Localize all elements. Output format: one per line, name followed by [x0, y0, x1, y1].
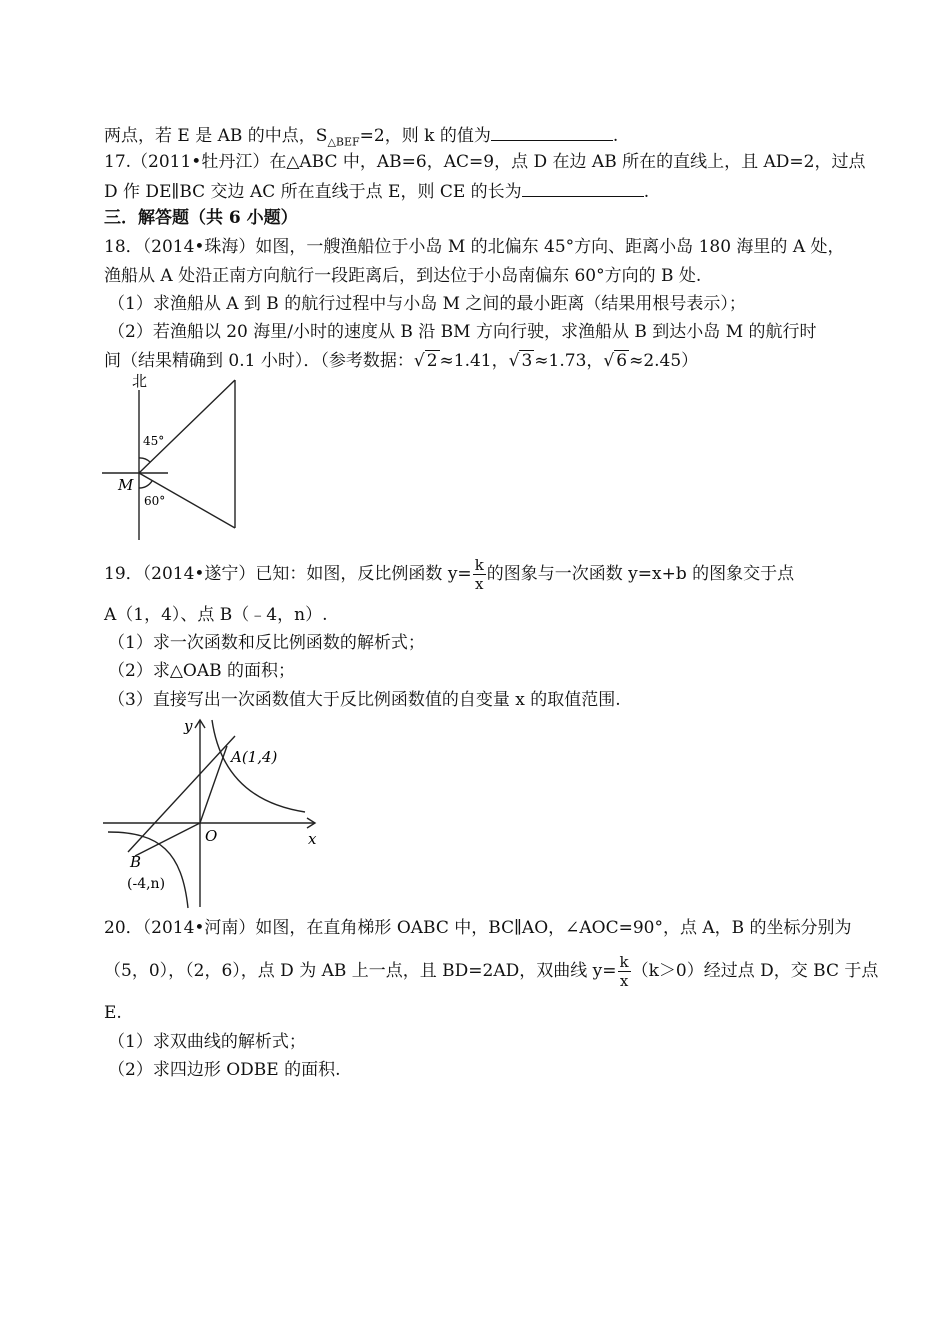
north-label: 北 [132, 372, 148, 390]
q18-part1: （1）求渔船从 A 到 B 的航行过程中与小岛 M 之间的最小距离（结果用根号表示）； [108, 294, 746, 314]
q17-end: . [643, 182, 650, 202]
q16-answer-blank [491, 124, 613, 141]
q19-line1-a: 19．（2014•遂宁）已知：如图，反比例函数 y= [104, 564, 472, 584]
ma-line [139, 380, 235, 473]
q16-text-a: 两点，若 E 是 AB 的中点，S [104, 126, 328, 146]
x-axis-label: x [308, 830, 317, 848]
sqrt3-value: ≈1.73， [534, 351, 604, 371]
q19-fraction: $\frac{k}{x}$ [474, 556, 484, 593]
q18-line2: 渔船从 A 处沿正南方向航行一段距离后，到达位于小岛南偏东 60°方向的 B 处. [104, 266, 702, 286]
q19-line2: A（1，4）、点 B（﹣4，n）. [104, 605, 328, 625]
q20-line2-b: （k＞0）经过点 D，交 BC 于点 [631, 961, 879, 981]
q19-part1: （1）求一次函数和反比例函数的解析式； [108, 633, 425, 653]
q19-line1 [104, 556, 794, 593]
hyperbola-branch-2 [108, 832, 188, 908]
q20-fraction: $\frac{k}{x}$ [619, 953, 629, 990]
q19-line1-b: 的图象与一次函数 y=x+b 的图象交于点 [486, 564, 795, 584]
q20-part2: （2）求四边形 ODBE 的面积. [108, 1060, 341, 1080]
angle-arc-45 [139, 458, 150, 462]
angle-arc-60 [139, 481, 152, 488]
q20-line2 [104, 953, 878, 990]
q16-text-b: =2，则 k 的值为 [359, 126, 491, 146]
linear-function-line [128, 736, 235, 852]
origin-label: O [205, 827, 218, 845]
sqrt6: √ 6 [603, 351, 628, 371]
q18-part3 [104, 350, 698, 371]
point-a-label: A(1,4) [231, 748, 278, 766]
q17-line2: D 作 DE∥BC 交边 AC 所在直线于点 E，则 CE 的长为 [104, 182, 522, 202]
q19-part3: （3）直接写出一次函数值大于反比例函数值的自变量 x 的取值范围. [108, 690, 621, 710]
sqrt3: √ 3 [508, 351, 533, 371]
q16-tail-line [104, 124, 618, 152]
q18-figure [100, 372, 245, 542]
section-title: 三．解答题（共 6 小题） [104, 208, 298, 228]
y-axis-label: y [184, 717, 193, 735]
q20-line2-a: （5，0），（2，6），点 D 为 AB 上一点，且 BD=2AD，双曲线 y= [104, 961, 617, 981]
point-m-label: M [118, 476, 134, 494]
angle-45-label: 45° [143, 434, 165, 448]
q16-sub: △BEF [327, 135, 360, 149]
q18-part2: （2）若渔船以 20 海里/小时的速度从 B 沿 BM 方向行驶，求渔船从 B 到达小岛 M 的航行时 [108, 322, 817, 342]
hyperbola-branch-1 [212, 720, 305, 812]
sqrt6-value: ≈2.45） [629, 351, 699, 371]
q18-line1: 18．（2014•珠海）如图，一艘渔船位于小岛 M 的北偏东 45°方向、距离小岛 180 海里的 A 处， [104, 237, 845, 257]
q19-figure [100, 712, 325, 912]
q17-line1: 17.（2011•牡丹江）在△ABC 中，AB=6，AC=9，点 D 在边 AB 所在的直线上，且 AD=2，过点 [104, 152, 866, 172]
q17-line2-wrap [104, 180, 649, 202]
q18-part3-a: 间（结果精确到 0.1 小时）．（参考数据： [104, 351, 414, 371]
sqrt2-value: ≈1.41， [439, 351, 509, 371]
q19-part2: （2）求△OAB 的面积； [108, 661, 295, 681]
q16-end: . [612, 126, 619, 146]
sqrt2: √ 2 [413, 351, 438, 371]
angle-60-label: 60° [144, 494, 166, 508]
q20-line1: 20．（2014•河南）如图，在直角梯形 OABC 中，BC∥AO，∠AOC=90°，点 A，B 的坐标分别为 [104, 918, 852, 938]
q20-line3: E. [104, 1003, 122, 1023]
q17-answer-blank [522, 180, 644, 197]
point-b-label: B [130, 853, 142, 871]
point-b-coord: (-4,n) [127, 876, 166, 892]
q20-part1: （1）求双曲线的解析式； [108, 1032, 306, 1052]
